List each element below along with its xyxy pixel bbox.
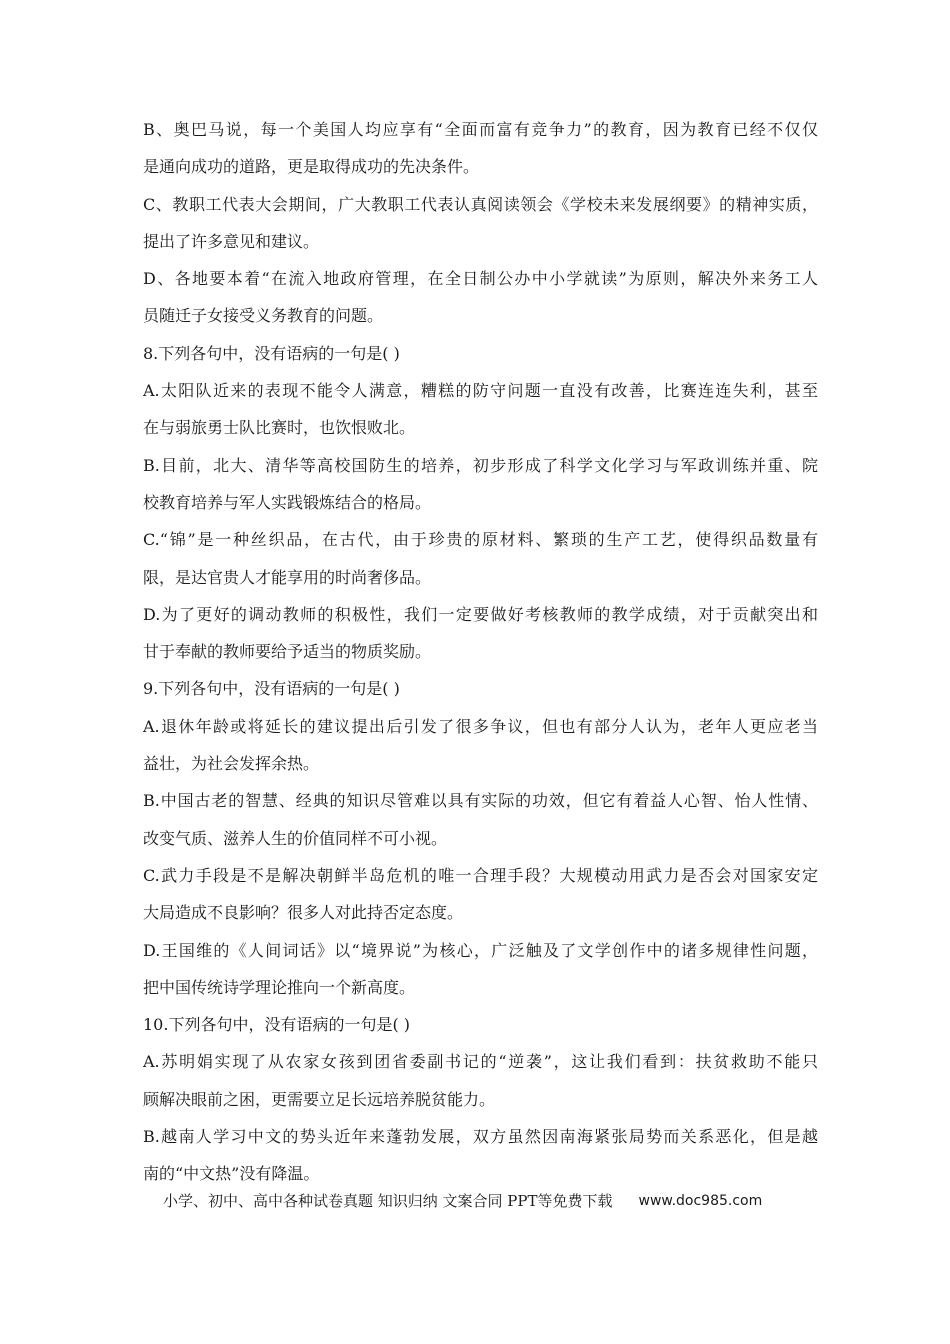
text-line: 顾解决眼前之困，更需要立足长远培养脱贫能力。 [143, 1089, 496, 1109]
text-line: 甘于奉献的教师要给予适当的物质奖励。 [143, 642, 432, 662]
document-body [143, 111, 818, 1193]
text-line: C.武力手段是不是解决朝鲜半岛危机的唯一合理手段？大规模动用武力是否会对国家安定 [143, 865, 818, 885]
text-line: 改变气质、滋养人生的价值同样不可小视。 [143, 828, 448, 848]
text-line: 把中国传统诗学理论推向一个新高度。 [143, 977, 416, 997]
text-line: B.目前，北大、清华等高校国防生的培养，初步形成了科学文化学习与军政训练并重、院 [143, 455, 818, 475]
text-line: D.为了更好的调动教师的积极性，我们一定要做好考核教师的教学成绩，对于贡献突出和 [143, 604, 818, 624]
text-line: A.太阳队近来的表现不能令人满意，糟糕的防守问题一直没有改善，比赛连连失利，甚至 [143, 381, 818, 401]
text-line: 校教育培养与军人实践锻炼结合的格局。 [143, 492, 432, 512]
text-line: 10.下列各句中，没有语病的一句是( ) [143, 1015, 411, 1035]
text-line: A.苏明娟实现了从农家女孩到团省委副书记的“逆袭”，这让我们看到：扶贫救助不能只 [143, 1052, 818, 1072]
text-line: C、教职工代表大会期间，广大教职工代表认真阅读领会《学校未来发展纲要》的精神实质， [143, 194, 818, 214]
text-line: 员随迁子女接受义务教育的问题。 [143, 306, 384, 326]
text-line: 益壮，为社会发挥余热。 [143, 754, 320, 774]
text-line: 大局造成不良影响？很多人对此持否定态度。 [143, 903, 464, 923]
text-line: C.“锦”是一种丝织品，在古代，由于珍贵的原材料、繁琐的生产工艺，使得织品数量有 [143, 530, 818, 550]
footer-text: 小学、初中、高中各种试卷真题 知识归纳 文案合同 PPT等免费下载 [163, 1192, 613, 1210]
text-line: D、各地要本着“在流入地政府管理，在全日制公办中小学就读”为原则，解决外来务工人 [143, 269, 818, 289]
page-footer [163, 1189, 803, 1213]
text-line: B.中国古老的智慧、经典的知识尽管难以具有实际的功效，但它有着益人心智、怡人性情、 [143, 791, 818, 811]
text-line: B.越南人学习中文的势头近年来蓬勃发展，双方虽然因南海紧张局势而关系恶化，但是越 [143, 1127, 818, 1147]
text-line: A.退休年龄或将延长的建议提出后引发了很多争议，但也有部分人认为，老年人更应老当 [143, 716, 818, 736]
text-line: B、奥巴马说，每一个美国人均应享有“全面而富有竞争力”的教育，因为教育已经不仅仅 [143, 120, 818, 139]
text-line: D.王国维的《人间词话》以“境界说”为核心，广泛触及了文学创作中的诸多规律性问题， [143, 940, 818, 960]
text-line: 提出了许多意见和建议。 [143, 231, 320, 251]
text-line: 南的“中文热”没有降温。 [143, 1164, 320, 1184]
text-line: 9.下列各句中，没有语病的一句是( ) [143, 679, 400, 699]
footer-website: www.doc985.com [638, 1193, 763, 1209]
text-line: 限，是达官贵人才能享用的时尚奢侈品。 [143, 567, 432, 587]
text-line: 是通向成功的道路，更是取得成功的先决条件。 [143, 157, 480, 177]
text-line: 8.下列各句中，没有语病的一句是( ) [143, 343, 400, 363]
text-line: 在与弱旅勇士队比赛时，也饮恨败北。 [143, 418, 416, 438]
